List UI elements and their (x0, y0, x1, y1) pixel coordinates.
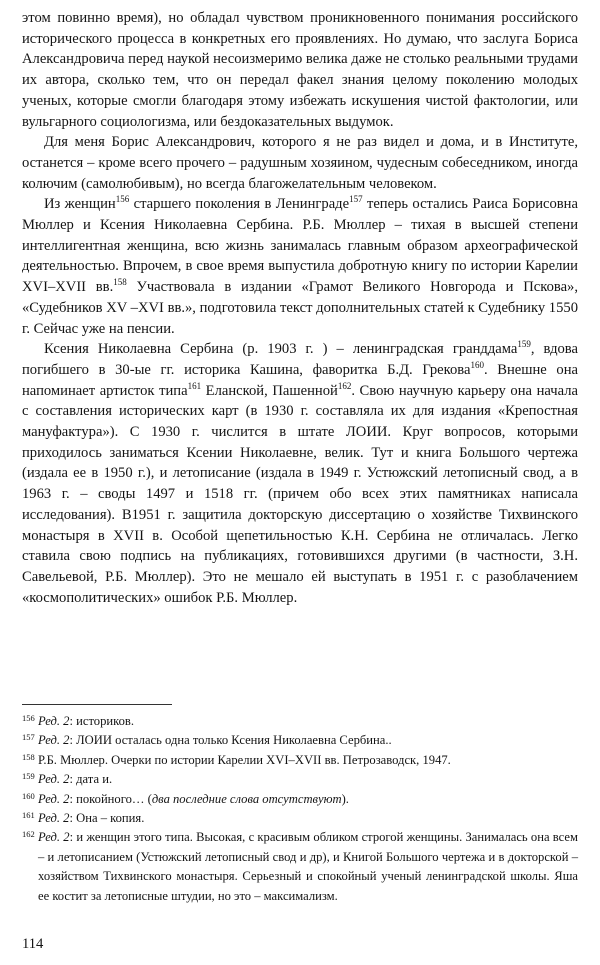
footnote-ref: 156 (115, 194, 130, 205)
footnote-ref: 158 (113, 277, 127, 288)
footnote (22, 790, 578, 809)
footnote-ref: 160 (470, 360, 484, 371)
footnote-ref: 161 (187, 380, 202, 391)
footnote-number: 158 (22, 751, 35, 762)
italic-text: Ред. 2 (38, 733, 70, 748)
text-run: этом повинно время), но обладал чувством проникновенного понимания российского исторического процесса в конкретных его проявлениях. Но думаю, что заслуга Бориса Александровича перед наукой несоизмеримо велика даже не столько реальными трудами их автора, сколько тем, что он передал факел знания целому поколению молодых ученых, которые смогли благодаря этому избежать искушения чистой фактологии, или вульгарного социологизма, или бездоказательных выдумок. (22, 10, 578, 130)
footnotes (22, 712, 578, 906)
text-run: : Она – копия. (69, 811, 145, 826)
footnote (22, 770, 578, 789)
italic-text: Ред. 2 (38, 811, 70, 826)
text-run: Для меня Борис Александрович, которого я не раз видел и дома, и в Институте, останется – кроме всего прочего – радушным хозяином, чудесным собеседником, иногда колючим (самолюбивым), но всегда благожелательным человеком. (22, 134, 578, 192)
text-run: теперь остались Раиса Борисовна Мюллер и Ксения Николаевна Сербина. Р.Б. Мюллер – тихая в высшей степени интеллигентная женщина, всю жизнь занималась главным образом археографической деятельностью. Впрочем, в свое время выпустила добротную книгу по истории Карелии XVI–XVII вв. (22, 196, 578, 296)
page-number: 114 (22, 936, 44, 952)
footnote (22, 731, 578, 750)
text-run: Ксения Николаевна Сербина (р. 1903 г. ) – ленинградская гранддама (44, 341, 518, 358)
paragraph (22, 8, 578, 132)
footnote-ref: 162 (337, 380, 352, 391)
footnote-number: 157 (22, 732, 35, 743)
text-run: старшего поколения в Ленинграде (129, 196, 350, 213)
italic-text: Ред. 2 (38, 772, 70, 787)
italic-text: два последние слова отсутствуют (151, 791, 342, 806)
footnote-divider (22, 704, 172, 705)
text-run: Р.Б. Мюллер. Очерки по истории Карелии XVI–XVII вв. Петрозаводск, 1947. (38, 752, 451, 767)
text-run: , вдова погибшего в 30-ые гг. историка Кашина, фаворитка Б.Д. Грекова (22, 341, 578, 378)
footnote (22, 751, 578, 770)
footnote-number: 162 (22, 829, 35, 840)
italic-text: Ред. 2 (38, 714, 70, 728)
text-run: : ЛОИИ осталась одна только Ксения Николаевна Сербина.. (69, 733, 392, 748)
text-run: ). (341, 791, 349, 806)
italic-text: Ред. 2 (38, 791, 70, 806)
footnote-number: 156 (22, 713, 35, 723)
main-text (22, 8, 578, 608)
text-run: : дата и. (69, 772, 113, 787)
footnote (22, 809, 578, 828)
text-run: . Свою научную карьеру она начала с составления исторических карт (в 1930 г. составляла их для издания «Крепостная мануфактура»). С 1930 г. числится в штате ЛОИИ. Круг вопросов, которыми приходилось заниматься Ксении Николаевне, велик. Тут и книга Большого чертежа (издала ее в 1950 г.), и летописание (издала в 1949 г. Устюжский летописный свод, а в 1963 г. – своды 1497 и 1518 гг. (причем обо всех этих памятниках написала исследования). В1951 г. защитила докторскую диссертацию о хозяйстве Тихвинского монастыря в XVII в. Особой щепетильностью К.Н. Сербина не отличалась. Легко ставила свою подпись на публикациях, готовившихся другими (в частности, З.Н. Савельевой, Р.Б. Мюллер). Это не мешало ей выступать в 1951 г. с разоблачением «космополитических» ошибок Р.Б. Мюллер. (22, 382, 579, 606)
text-run: : покойного… ( (69, 791, 152, 806)
footnote-number: 161 (22, 810, 35, 821)
footnote (22, 828, 578, 906)
text-run: Участвовала в издании «Грамот Великого Новгорода и Пскова», «Судебников XV –XVI вв.», подготовила текст дополнительных статей к Судебнику 1550 г. Сейчас уже на пенсии. (22, 279, 578, 337)
footnote-ref: 157 (349, 194, 363, 205)
italic-text: Ред. 2 (38, 830, 70, 845)
text-run: Из женщин (44, 196, 116, 213)
text-run: Еланской, Пашенной (201, 382, 338, 399)
paragraph (22, 132, 578, 194)
paragraph (22, 339, 578, 608)
text-run: : историков. (69, 714, 135, 728)
footnote (22, 712, 578, 731)
text-run: . Внешне она напоминает артисток типа (22, 361, 578, 399)
footnote-number: 159 (22, 771, 35, 782)
text-run: : и женщин этого типа. Высокая, с красивым обликом строгой женщины. Занималась она всем – и летописанием (Устюжский летописный свод и др), и Книгой Большого чертежа и в докторской – хозяйством Тихвинского монастыря. Серьезный и спокойный ученый ленинградской школы. Яша ее костит за летописные штудии, но это – максимализм. (38, 830, 578, 903)
paragraph (22, 194, 578, 339)
footnote-number: 160 (22, 790, 35, 801)
footnote-ref: 159 (517, 339, 531, 350)
